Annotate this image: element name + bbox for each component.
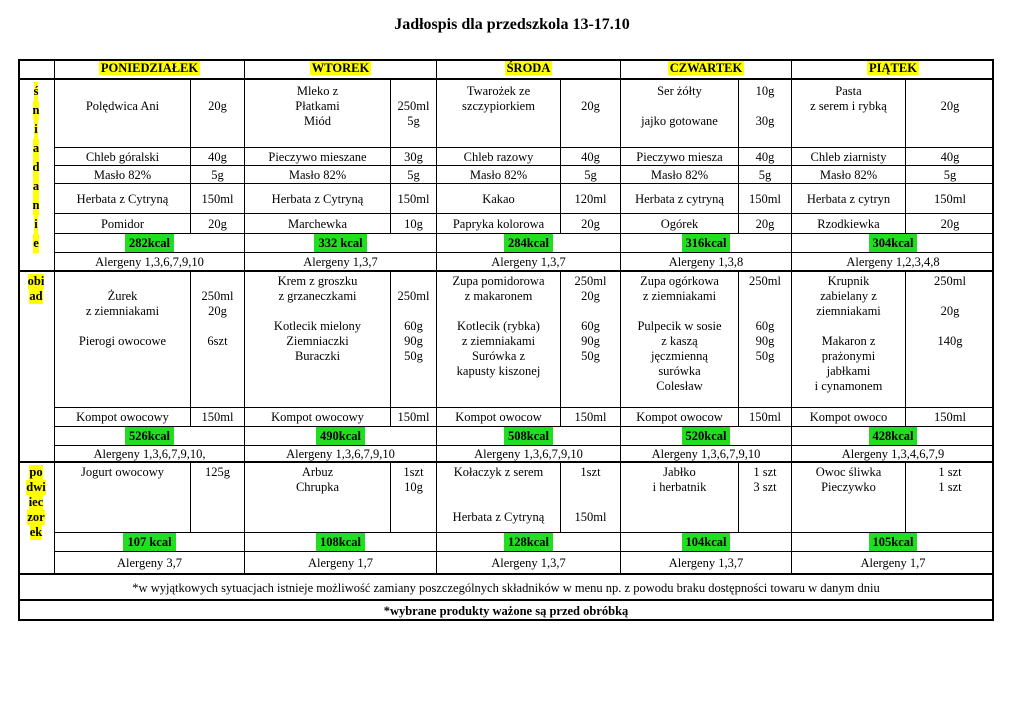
food-item: Masło 82% — [469, 168, 528, 182]
meal-label-fragment: ad — [29, 289, 43, 303]
food-item: Jabłko — [663, 465, 696, 479]
day-label: CZWARTEK — [669, 61, 743, 75]
food-item: Pomidor — [100, 217, 145, 231]
quantity: 150ml — [749, 192, 781, 206]
food-item: Buraczki — [294, 349, 341, 363]
food-item: Miód — [303, 114, 332, 128]
meal-label-fragment: e — [33, 234, 39, 253]
quantity: 30g — [755, 114, 775, 128]
food-item: Chleb ziarnisty — [810, 150, 887, 164]
menu-table — [18, 59, 994, 621]
quantity: 20g — [208, 304, 227, 318]
snack-allergens: Alergeny 3,7 — [116, 556, 183, 570]
quantity: 60g — [581, 319, 600, 333]
meal-label-fragment: dwi — [26, 480, 46, 494]
quantity: 150ml — [201, 410, 234, 424]
food-item: Pulpecik w sosie — [637, 319, 722, 333]
lunch-kcal: 526kcal — [125, 427, 174, 446]
snack-kcal: 108kcal — [316, 533, 365, 552]
quantity: 50g — [581, 349, 600, 363]
quantity: 10g — [404, 480, 423, 494]
quantity: 250ml — [397, 99, 430, 113]
day-label: PONIEDZIAŁEK — [100, 61, 199, 75]
meal-label-fragment: i — [34, 120, 37, 139]
food-item: Colesław — [656, 379, 703, 393]
table-frame — [18, 59, 994, 621]
meal-label-fragment: i — [34, 215, 37, 234]
meal-label-fragment: ś — [34, 82, 39, 101]
quantity: 40g — [208, 150, 227, 164]
quantity: 5g — [758, 168, 772, 182]
breakfast-allergens: Alergeny 1,3,8 — [668, 255, 744, 269]
quantity: 6szt — [207, 334, 228, 348]
quantity: 40g — [940, 150, 960, 164]
meal-label-fragment: iec — [28, 495, 44, 509]
meal-label-fragment: d — [33, 158, 40, 177]
food-item: Chrupka — [295, 480, 340, 494]
quantity: 20g — [208, 217, 227, 231]
quantity: 5g — [407, 114, 420, 128]
quantity: 1 szt — [753, 465, 777, 479]
quantity: 20g — [940, 217, 960, 231]
quantity: 5g — [211, 168, 224, 182]
page-title: Jadłospis dla przedszkola 13-17.10 — [394, 16, 630, 33]
quantity: 1 szt — [938, 465, 962, 479]
quantity: 250ml — [397, 289, 430, 303]
breakfast-kcal: 316kcal — [682, 234, 731, 253]
quantity: 3 szt — [753, 480, 777, 494]
food-item: Kołaczyk z serem — [453, 465, 544, 479]
quantity: 20g — [581, 289, 600, 303]
food-item: Kompot owocow — [455, 410, 542, 424]
meal-label-fragment: zor — [27, 510, 45, 524]
quantity: 20g — [940, 304, 960, 318]
quantity: 20g — [208, 99, 227, 113]
food-item: Surówka z — [471, 349, 526, 363]
food-item: Kakao — [482, 192, 515, 206]
food-item: Ogórek — [660, 217, 699, 231]
food-item: Chleb góralski — [85, 150, 160, 164]
food-item: Marchewka — [288, 217, 347, 231]
food-item: Masło 82% — [650, 168, 709, 182]
food-item: Kompot owoco — [809, 410, 888, 424]
quantity: 60g — [404, 319, 423, 333]
food-item: Pieczywko — [821, 480, 876, 494]
meal-label-fragment: n — [33, 196, 40, 215]
day-label: WTOREK — [311, 61, 370, 75]
lunch-allergens: Alergeny 1,3,6,7,9,10 — [474, 447, 583, 461]
food-item: Pieczywo mieszane — [268, 150, 367, 164]
quantity: 20g — [755, 217, 775, 231]
food-item: Twarożek ze — [466, 84, 531, 98]
food-item: z kaszą — [661, 334, 698, 348]
lunch-allergens: Alergeny 1,3,4,6,7,9 — [841, 447, 945, 461]
food-item: prażonymi — [821, 349, 876, 363]
food-item: Krupnik — [827, 274, 870, 288]
quantity: 90g — [404, 334, 423, 348]
food-item: Herbata z Cytryną — [76, 192, 169, 206]
quantity: 10g — [755, 84, 775, 98]
lunch-allergens: Alergeny 1,3,6,7,9,10 — [286, 447, 395, 461]
quantity: 120ml — [574, 192, 607, 206]
food-item: Polędwica Ani — [85, 99, 160, 113]
quantity: 5g — [584, 168, 597, 182]
quantity: 140g — [937, 334, 963, 348]
note-text: *w wyjątkowych sytuacjach istnieje możliwość zamiany poszczególnych składników w menu np. z powodu braku dostępności towaru w danym dniu — [132, 581, 880, 595]
lunch-allergens: Alergeny 1,3,6,7,9,10 — [651, 447, 761, 461]
quantity: 60g — [755, 319, 775, 333]
quantity: 50g — [404, 349, 423, 363]
food-item: Ser żółty — [657, 84, 702, 98]
food-item: Pasta — [835, 84, 862, 98]
food-item: Chleb razowy — [463, 150, 534, 164]
food-item: Kompot owocowy — [76, 410, 169, 424]
food-item: zabielany z — [820, 289, 877, 303]
food-item: Makaron z — [821, 334, 876, 348]
food-item: kapusty kiszonej — [456, 364, 541, 378]
breakfast-allergens: Alergeny 1,3,7 — [303, 255, 378, 269]
note-text: *wybrane produkty ważone są przed obróbką — [383, 604, 629, 618]
snack-kcal: 128kcal — [504, 533, 553, 552]
breakfast-kcal: 284kcal — [504, 234, 553, 253]
quantity: 150ml — [934, 192, 966, 206]
food-item: Arbuz — [301, 465, 334, 479]
quantity: 20g — [940, 99, 960, 113]
food-item: Masło 82% — [819, 168, 878, 182]
food-item: Herbata z Cytryną — [271, 192, 364, 206]
quantity: 150ml — [397, 192, 430, 206]
snack-kcal: 105kcal — [869, 533, 918, 552]
food-item: Kotlecik (rybka) — [457, 319, 540, 333]
food-item: Kompot owocow — [636, 410, 723, 424]
meal-label-fragment: a — [33, 139, 39, 158]
quantity: 150ml — [397, 410, 430, 424]
food-item: Krem z groszku — [277, 274, 358, 288]
meal-label-fragment: ek — [29, 525, 43, 539]
lunch-kcal: 428kcal — [869, 427, 918, 446]
food-item: Herbata z cytryn — [806, 192, 891, 206]
food-item: Masło 82% — [288, 168, 347, 182]
food-item: Zupa pomidorowa — [452, 274, 545, 288]
food-item: Herbata z Cytryną — [452, 510, 545, 524]
quantity: 150ml — [574, 510, 607, 524]
food-item: jajko gotowane — [641, 114, 718, 128]
breakfast-allergens: Alergeny 1,3,6,7,9,10 — [95, 255, 204, 269]
food-item: Jogurt owocowy — [81, 465, 164, 479]
quantity: 250ml — [574, 274, 607, 288]
food-item: Herbata z cytryną — [635, 192, 724, 206]
food-item: Płatkami — [295, 99, 340, 113]
quantity: 50g — [755, 349, 775, 363]
food-item: z grzaneczkami — [278, 289, 357, 303]
quantity: 10g — [404, 217, 423, 231]
food-item: Pierogi owocowe — [78, 334, 167, 348]
food-item: i cynamonem — [814, 379, 883, 393]
meal-label-fragment: po — [29, 465, 43, 479]
meal-label-fragment: n — [33, 101, 40, 120]
quantity: 90g — [755, 334, 775, 348]
meal-label-fragment: a — [33, 177, 39, 196]
food-item: jęczmienną — [651, 349, 708, 363]
breakfast-allergens: Alergeny 1,3,7 — [491, 255, 566, 269]
food-item: Kotlecik mielony — [273, 319, 362, 333]
food-item: Kompot owocowy — [271, 410, 364, 424]
day-label: PIĄTEK — [869, 61, 917, 75]
food-item: Masło 82% — [93, 168, 152, 182]
snack-kcal: 104kcal — [682, 533, 731, 552]
quantity: 5g — [407, 168, 420, 182]
food-item: Pieczywo miesza — [636, 150, 723, 164]
food-item: z ziemniakami — [461, 334, 536, 348]
food-item: surówka — [658, 364, 701, 378]
lunch-kcal: 490kcal — [316, 427, 365, 446]
quantity: 5g — [943, 168, 957, 182]
quantity: 40g — [755, 150, 775, 164]
food-item: szczypiorkiem — [462, 99, 535, 113]
food-item: Papryka kolorowa — [452, 217, 545, 231]
quantity: 1 szt — [938, 480, 962, 494]
food-item: z serem i rybką — [810, 99, 887, 113]
quantity: 250ml — [749, 274, 781, 288]
quantity: 20g — [581, 99, 600, 113]
snack-allergens: Alergeny 1,7 — [860, 556, 926, 570]
snack-kcal: 107 kcal — [123, 533, 175, 552]
quantity: 90g — [581, 334, 600, 348]
snack-allergens: Alergeny 1,3,7 — [491, 556, 566, 570]
food-item: z ziemniakami — [642, 289, 717, 303]
lunch-kcal: 508kcal — [504, 427, 553, 446]
food-item: i herbatnik — [652, 480, 707, 494]
quantity: 20g — [581, 217, 600, 231]
quantity: 40g — [581, 150, 600, 164]
quantity: 150ml — [749, 410, 781, 424]
food-item: Zupa ogórkowa — [640, 274, 719, 288]
breakfast-kcal: 304kcal — [869, 234, 918, 253]
food-item: z ziemniakami — [85, 304, 160, 318]
quantity: 1szt — [403, 465, 424, 479]
food-item: z makaronem — [464, 289, 533, 303]
food-item: Rzodkiewka — [817, 217, 880, 231]
quantity: 1szt — [580, 465, 601, 479]
quantity: 150ml — [934, 410, 966, 424]
food-item: ziemniakami — [816, 304, 881, 318]
lunch-kcal: 520kcal — [682, 427, 731, 446]
food-item: Mleko z — [296, 84, 339, 98]
meal-label-fragment: obi — [27, 274, 45, 288]
snack-allergens: Alergeny 1,3,7 — [668, 556, 744, 570]
food-item: Żurek — [107, 289, 138, 303]
breakfast-allergens: Alergeny 1,2,3,4,8 — [846, 255, 940, 269]
quantity: 250ml — [934, 274, 966, 288]
quantity: 125g — [205, 465, 230, 479]
quantity: 250ml — [201, 289, 234, 303]
quantity: 30g — [404, 150, 423, 164]
breakfast-kcal: 282kcal — [125, 234, 174, 253]
snack-allergens: Alergeny 1,7 — [307, 556, 374, 570]
quantity: 150ml — [201, 192, 234, 206]
quantity: 150ml — [574, 410, 607, 424]
day-label: ŚRODA — [506, 61, 551, 75]
lunch-allergens: Alergeny 1,3,6,7,9,10, — [93, 447, 206, 461]
food-item: Owoc śliwka — [815, 465, 882, 479]
food-item: jabłkami — [826, 364, 871, 378]
food-item: Ziemniaczki — [286, 334, 349, 348]
breakfast-kcal: 332 kcal — [314, 234, 366, 253]
